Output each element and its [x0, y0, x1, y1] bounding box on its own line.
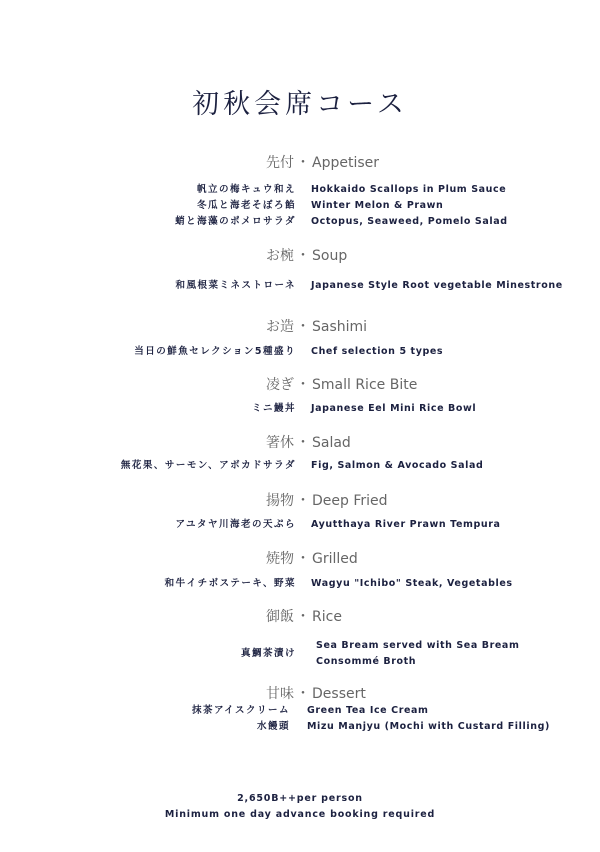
section-jp: 焼物 [266, 551, 294, 567]
item-jp: 蛸と海藻のポメロサラダ [175, 216, 296, 227]
item-en: Hokkaido Scallops in Plum Sauce [311, 184, 507, 195]
section-jp: お造 [266, 319, 294, 335]
item-en: Wagyu "Ichibo" Steak, Vegetables [311, 578, 513, 589]
section-header-salad [0, 433, 600, 453]
section-jp: 御飯 [266, 609, 294, 625]
section-header-sashimi [0, 317, 600, 337]
section-header-dessert [0, 684, 600, 704]
section-header-small-rice-bite [0, 375, 600, 395]
item-en: Chef selection 5 types [311, 346, 444, 357]
menu-item [0, 199, 600, 213]
item-jp: 帆立の梅キュウ和え [196, 184, 296, 195]
item-jp: 真鯛茶漬け [240, 648, 296, 659]
section-jp: 凌ぎ [266, 377, 294, 393]
section-en: Grilled [312, 551, 358, 567]
item-jp: 水饅頭 [256, 721, 290, 732]
item-en: Green Tea Ice Cream [307, 705, 429, 716]
item-jp: アユタヤ川海老の天ぷら [175, 519, 296, 530]
menu-item [0, 279, 600, 293]
separator: ・ [296, 609, 310, 625]
item-en-block [316, 638, 519, 670]
menu-item [0, 638, 600, 670]
separator: ・ [296, 435, 310, 451]
separator: ・ [296, 155, 310, 171]
item-en: Japanese Eel Mini Rice Bowl [311, 403, 477, 414]
item-en: Fig, Salmon & Avocado Salad [311, 460, 484, 471]
separator: ・ [296, 686, 310, 702]
item-en-line2: Consommé Broth [316, 656, 417, 667]
section-header-soup [0, 246, 600, 266]
item-jp: 無花果、サーモン、アボカドサラダ [120, 460, 296, 471]
menu-item [0, 704, 600, 718]
section-en: Soup [312, 248, 348, 264]
separator: ・ [296, 377, 310, 393]
item-jp: 和牛イチボステーキ、野菜 [164, 578, 296, 589]
menu-item [0, 215, 600, 229]
booking-note: Minimum one day advance booking required [164, 809, 436, 820]
section-jp: お椀 [266, 248, 294, 264]
separator: ・ [296, 493, 310, 509]
separator: ・ [296, 248, 310, 264]
item-jp: ミニ鰻丼 [251, 403, 296, 414]
section-jp: 先付 [266, 155, 294, 171]
section-en: Salad [312, 435, 351, 451]
item-jp: 和風根菜ミネストローネ [175, 280, 296, 291]
menu-item [0, 183, 600, 197]
menu-item [0, 518, 600, 532]
section-en: Deep Fried [312, 493, 388, 509]
section-en: Dessert [312, 686, 366, 702]
section-jp: 箸休 [266, 435, 294, 451]
menu-item [0, 577, 600, 591]
section-jp: 甘味 [266, 686, 294, 702]
section-header-appetiser [0, 153, 600, 173]
separator: ・ [296, 551, 310, 567]
item-en: Mizu Manjyu (Mochi with Custard Filling) [307, 721, 550, 732]
section-en: Appetiser [312, 155, 380, 171]
item-en: Sea Bream served with Sea Bream [316, 640, 520, 651]
separator: ・ [296, 319, 310, 335]
menu-item [0, 459, 600, 473]
item-jp: 当日の鮮魚セレクション5種盛り [134, 346, 296, 357]
item-en: Winter Melon & Prawn [311, 200, 444, 211]
item-jp: 冬瓜と海老そぼろ餡 [196, 200, 296, 211]
section-header-grilled [0, 549, 600, 569]
section-en: Rice [312, 609, 342, 625]
price-text: 2,650B++per person [237, 793, 363, 804]
menu-item [0, 402, 600, 416]
menu-title: 初秋会席コース [192, 89, 408, 120]
menu-item [0, 345, 600, 359]
section-header-deep-fried [0, 491, 600, 511]
item-jp: 抹茶アイスクリーム [191, 705, 290, 716]
item-en: Japanese Style Root vegetable Minestrone [311, 280, 563, 291]
section-jp: 揚物 [266, 493, 294, 509]
section-en: Small Rice Bite [312, 377, 418, 393]
section-header-rice [0, 607, 600, 627]
item-en: Ayutthaya River Prawn Tempura [311, 519, 501, 530]
menu-item [0, 720, 600, 734]
item-en: Octopus, Seaweed, Pomelo Salad [311, 216, 508, 227]
section-en: Sashimi [312, 319, 368, 335]
